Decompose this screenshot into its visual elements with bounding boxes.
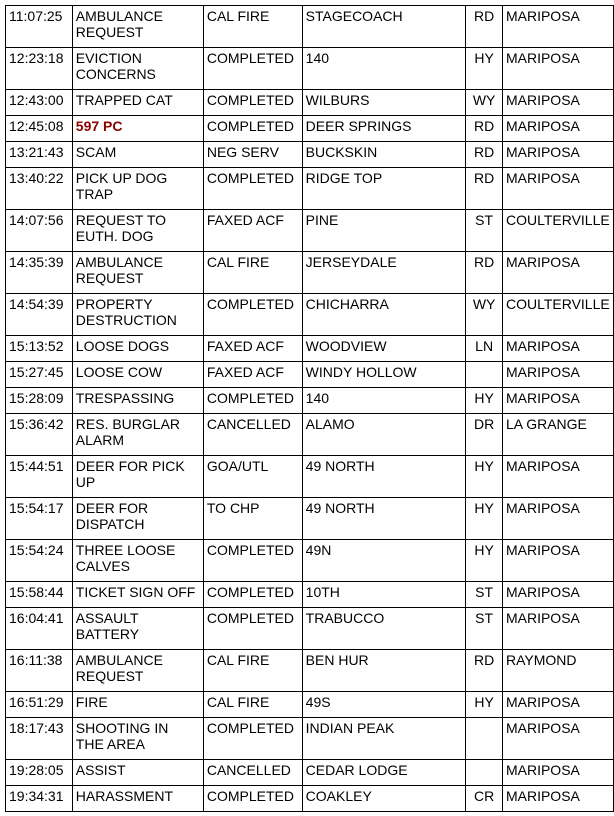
call-street: COAKLEY [302,786,466,812]
table-row [6,294,614,336]
call-type: LOOSE COW [72,362,203,388]
call-street: 140 [302,388,466,414]
call-type: PROPERTY DESTRUCTION [72,294,203,336]
call-disposition: FAXED ACF [203,210,302,252]
table-row [6,718,614,760]
call-type: EVICTION CONCERNS [72,48,203,90]
call-city: MARIPOSA [502,252,613,294]
call-disposition: TO CHP [203,498,302,540]
call-disposition: COMPLETED [203,540,302,582]
call-time: 16:04:41 [6,608,73,650]
call-city: MARIPOSA [502,786,613,812]
call-type: HARASSMENT [72,786,203,812]
call-street: ALAMO [302,414,466,456]
call-disposition: CAL FIRE [203,650,302,692]
call-type: AMBULANCE REQUEST [72,6,203,48]
call-street-suffix: HY [466,48,503,90]
call-disposition: COMPLETED [203,786,302,812]
call-street: WILBURS [302,90,466,116]
call-city: MARIPOSA [502,456,613,498]
call-street-suffix: ST [466,582,503,608]
table-row [6,252,614,294]
call-type: DEER FOR DISPATCH [72,498,203,540]
call-city: MARIPOSA [502,6,613,48]
call-street-suffix: RD [466,6,503,48]
call-street-suffix: WY [466,90,503,116]
call-city: MARIPOSA [502,168,613,210]
table-row [6,760,614,786]
call-street-suffix: ST [466,608,503,650]
call-type: 597 PC [72,116,203,142]
call-time: 12:45:08 [6,116,73,142]
call-time: 16:11:38 [6,650,73,692]
table-row [6,362,614,388]
call-street-suffix: DR [466,414,503,456]
call-type: PICK UP DOG TRAP [72,168,203,210]
call-disposition: COMPLETED [203,582,302,608]
call-time: 15:27:45 [6,362,73,388]
call-disposition: COMPLETED [203,90,302,116]
call-street: PINE [302,210,466,252]
call-time: 15:54:24 [6,540,73,582]
call-time: 11:07:25 [6,6,73,48]
call-street-suffix: RD [466,650,503,692]
call-time: 15:58:44 [6,582,73,608]
call-disposition: CANCELLED [203,760,302,786]
call-disposition: FAXED ACF [203,336,302,362]
call-disposition: CAL FIRE [203,252,302,294]
call-disposition: FAXED ACF [203,362,302,388]
call-street-suffix: HY [466,540,503,582]
call-disposition: COMPLETED [203,116,302,142]
call-disposition: COMPLETED [203,294,302,336]
call-street: STAGECOACH [302,6,466,48]
call-type: REQUEST TO EUTH. DOG [72,210,203,252]
call-log-table [5,5,614,812]
call-disposition: GOA/UTL [203,456,302,498]
call-type: TICKET SIGN OFF [72,582,203,608]
call-street-suffix [466,718,503,760]
call-time: 19:34:31 [6,786,73,812]
call-time: 15:44:51 [6,456,73,498]
table-row [6,692,614,718]
call-type: THREE LOOSE CALVES [72,540,203,582]
call-type: AMBULANCE REQUEST [72,252,203,294]
call-type: LOOSE DOGS [72,336,203,362]
call-city: MARIPOSA [502,760,613,786]
call-city: COULTERVILLE [502,210,613,252]
call-city: MARIPOSA [502,718,613,760]
call-time: 13:21:43 [6,142,73,168]
call-city: MARIPOSA [502,142,613,168]
call-city: MARIPOSA [502,90,613,116]
call-street-suffix: HY [466,456,503,498]
call-time: 15:36:42 [6,414,73,456]
call-disposition: CAL FIRE [203,692,302,718]
call-street: 140 [302,48,466,90]
call-street: WOODVIEW [302,336,466,362]
call-street: DEER SPRINGS [302,116,466,142]
call-street: RIDGE TOP [302,168,466,210]
call-street: CEDAR LODGE [302,760,466,786]
table-row [6,6,614,48]
call-type: TRESPASSING [72,388,203,414]
call-city: MARIPOSA [502,582,613,608]
table-row [6,168,614,210]
call-street: TRABUCCO [302,608,466,650]
call-street: INDIAN PEAK [302,718,466,760]
call-street-suffix: ST [466,210,503,252]
call-log-body [6,6,614,812]
call-city: MARIPOSA [502,388,613,414]
call-street-suffix: HY [466,388,503,414]
call-street-suffix: RD [466,142,503,168]
call-street-suffix: LN [466,336,503,362]
call-street: 49S [302,692,466,718]
call-time: 19:28:05 [6,760,73,786]
table-row [6,48,614,90]
call-street-suffix [466,760,503,786]
call-type: AMBULANCE REQUEST [72,650,203,692]
table-row [6,786,614,812]
call-type: ASSIST [72,760,203,786]
call-time: 18:17:43 [6,718,73,760]
call-city: RAYMOND [502,650,613,692]
call-disposition: CANCELLED [203,414,302,456]
call-street: 10TH [302,582,466,608]
call-time: 15:28:09 [6,388,73,414]
call-street-suffix: WY [466,294,503,336]
call-type: FIRE [72,692,203,718]
table-row [6,90,614,116]
table-row [6,210,614,252]
call-time: 13:40:22 [6,168,73,210]
call-street-suffix: RD [466,168,503,210]
call-city: MARIPOSA [502,692,613,718]
call-street-suffix [466,362,503,388]
call-type: SHOOTING IN THE AREA [72,718,203,760]
table-row [6,388,614,414]
call-street: JERSEYDALE [302,252,466,294]
call-street: 49N [302,540,466,582]
call-disposition: NEG SERV [203,142,302,168]
call-street: 49 NORTH [302,456,466,498]
call-type: TRAPPED CAT [72,90,203,116]
table-row [6,650,614,692]
table-row [6,336,614,362]
call-street-suffix: RD [466,116,503,142]
call-time: 14:07:56 [6,210,73,252]
call-city: MARIPOSA [502,608,613,650]
call-street: BUCKSKIN [302,142,466,168]
call-city: LA GRANGE [502,414,613,456]
call-street: CHICHARRA [302,294,466,336]
call-type: RES. BURGLAR ALARM [72,414,203,456]
table-row [6,540,614,582]
call-street-suffix: HY [466,692,503,718]
call-time: 16:51:29 [6,692,73,718]
table-row [6,456,614,498]
call-street-suffix: HY [466,498,503,540]
call-city: MARIPOSA [502,48,613,90]
call-type: ASSAULT BATTERY [72,608,203,650]
table-row [6,142,614,168]
call-time: 12:23:18 [6,48,73,90]
table-row [6,414,614,456]
call-time: 14:35:39 [6,252,73,294]
call-street: 49 NORTH [302,498,466,540]
call-disposition: COMPLETED [203,718,302,760]
call-street: WINDY HOLLOW [302,362,466,388]
call-disposition: COMPLETED [203,608,302,650]
call-city: MARIPOSA [502,362,613,388]
table-row [6,116,614,142]
call-city: MARIPOSA [502,116,613,142]
call-time: 15:54:17 [6,498,73,540]
call-time: 12:43:00 [6,90,73,116]
table-row [6,498,614,540]
call-street-suffix: CR [466,786,503,812]
call-city: MARIPOSA [502,336,613,362]
call-time: 14:54:39 [6,294,73,336]
call-disposition: COMPLETED [203,48,302,90]
call-disposition: COMPLETED [203,388,302,414]
call-type: DEER FOR PICK UP [72,456,203,498]
call-disposition: CAL FIRE [203,6,302,48]
table-row [6,582,614,608]
call-city: COULTERVILLE [502,294,613,336]
call-city: MARIPOSA [502,498,613,540]
call-disposition: COMPLETED [203,168,302,210]
call-street: BEN HUR [302,650,466,692]
call-street-suffix: RD [466,252,503,294]
table-row [6,608,614,650]
call-type: SCAM [72,142,203,168]
call-city: MARIPOSA [502,540,613,582]
call-time: 15:13:52 [6,336,73,362]
